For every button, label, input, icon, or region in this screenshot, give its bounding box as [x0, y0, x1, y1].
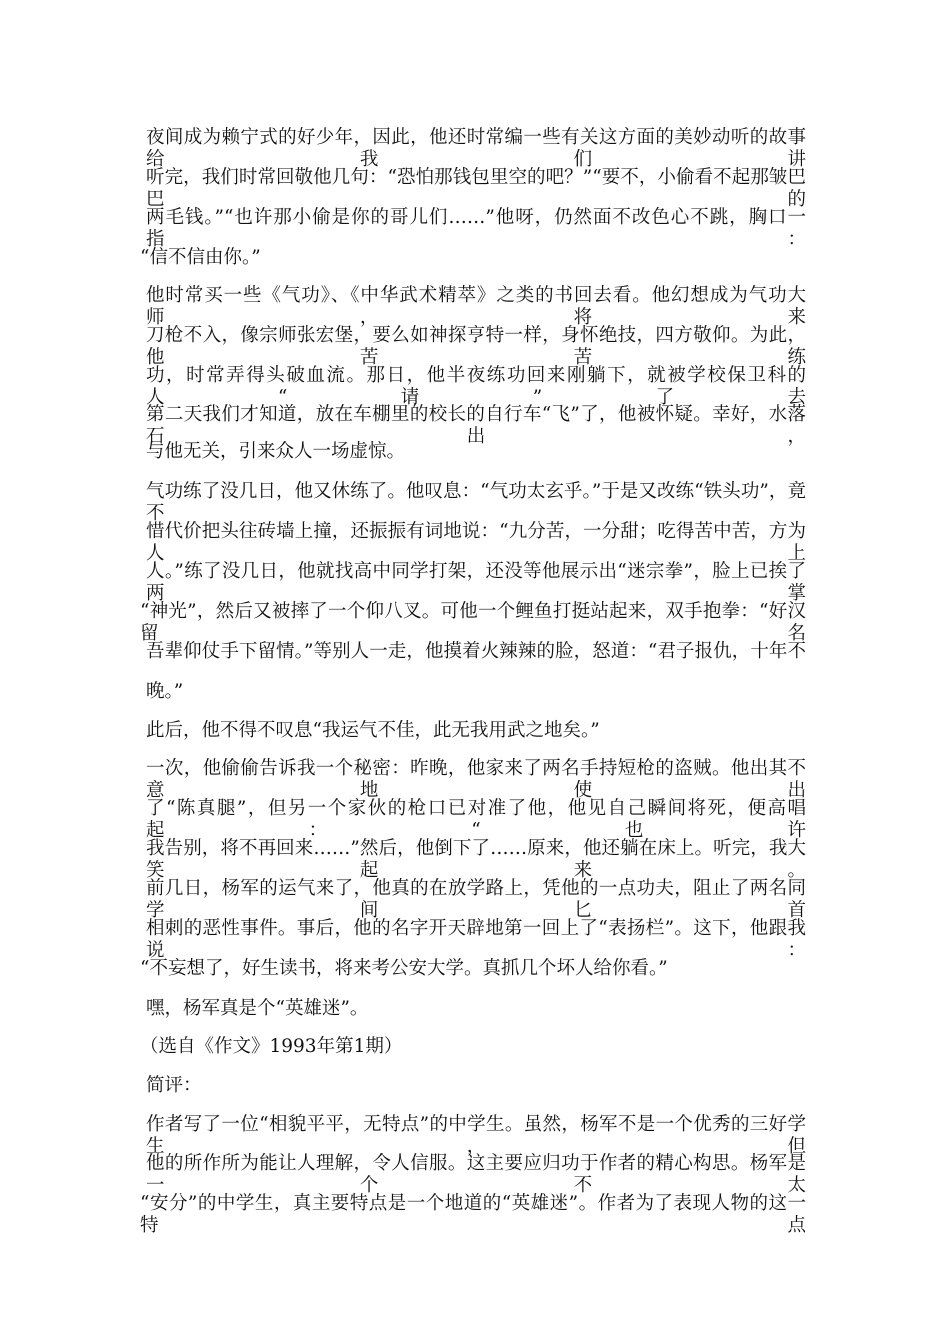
text-line: 嘿，杨军真是个“英雄迷”。 [146, 998, 369, 1019]
text-line: 第二天我们才知道，放在车棚里的校长的自行车“飞”了，他被怀疑。幸好，水落石出， [146, 404, 806, 447]
text-line: 与他无关，引来众人一场虚惊。 [146, 441, 406, 462]
text-line: “安分”的中学生，真主要特点是一个地道的“英雄迷”。作者为了表现人物的这一特点 [140, 1193, 806, 1236]
text-line: 功，时常弄得头破血流。那日，他半夜练功回来刚躺下，就被学校保卫科的人“请”了去 [146, 365, 806, 408]
text-line: 听完，我们时常回敬他几句：“恐怕那钱包里空的吧？”“要不，小偷看不起那皱巴巴的 [146, 167, 806, 210]
text-line: 人。”练了没几日，他就找高中同学打架，还没等他展示出“迷宗拳”，脸上已挨了两掌 [146, 561, 806, 604]
review-heading: 简评： [146, 1075, 202, 1096]
text-line: 气功练了没几日，他又休练了。他叹息：“气功太玄乎。”于是又改练“铁头功”，竟不 [146, 481, 806, 524]
text-line: 晚。” [146, 681, 184, 702]
text-line: 吾辈仰仗手下留情。”等别人一走，他摸着火辣辣的脸，怒道：“君子报仇，十年不 [146, 641, 806, 662]
text-line: “神光”，然后又被摔了一个仰八叉。可他一个鲤鱼打挺站起来，双手抱拳：“好汉留名 [140, 601, 806, 644]
text-line: 我告别，将不再回来……”然后，他倒下了……原来，他还躺在床上。听完，我大笑起来。 [146, 838, 806, 881]
text-line: 两毛钱。”“也许那小偷是你的哥儿们……”他呀，仍然面不改色心不跳，胸口一指： [146, 207, 806, 250]
text-line: 他时常买一些《气功》、《中华武术精萃》之类的书回去看。他幻想成为气功大师，将来 [146, 285, 806, 328]
text-line: “不妄想了，好生读书，将来考公安大学。真抓几个坏人给你看。” [140, 958, 668, 979]
text-line: 此后，他不得不叹息“我运气不佳，此无我用武之地矣。” [146, 720, 600, 741]
text-line: 刀枪不入，像宗师张宏堡，要么如神探亨特一样，身怀绝技，四方敬仰。为此，他苦苦练 [146, 325, 806, 368]
text-line: 作者写了一位“相貌平平，无特点”的中学生。虽然，杨军不是一个优秀的三好学生，但 [146, 1114, 806, 1157]
text-line: 他的所作所为能让人理解，令人信服。这主要应归功于作者的精心构思。杨军是一个不太 [146, 1153, 806, 1196]
text-line: 一次，他偷偷告诉我一个秘密：昨晚，他家来了两名手持短枪的盗贼。他出其不意地使出 [146, 758, 806, 801]
text-line: 相刺的恶性事件。事后，他的名字开天辟地第一回上了“表扬栏”。这下，他跟我说： [146, 918, 806, 961]
text-line: 惜代价把头往砖墙上撞，还振振有词地说：“九分苦，一分甜；吃得苦中苦，方为人上 [146, 521, 806, 564]
source-citation: （选自《作文》1993年第1期） [140, 1036, 403, 1057]
text-line: 前几日，杨军的运气来了，他真的在放学路上，凭他的一点功夫，阻止了两名同学间匕首 [146, 878, 806, 921]
text-line: 夜间成为赖宁式的好少年，因此，他还时常编一些有关这方面的美妙动听的故事给我们讲 [146, 127, 806, 170]
text-line: 了“陈真腿”，但另一个家伙的枪口已对准了他，他见自己瞬间将死，便高唱起：“也许 [146, 798, 806, 841]
text-line: “信不信由你。” [140, 247, 261, 268]
